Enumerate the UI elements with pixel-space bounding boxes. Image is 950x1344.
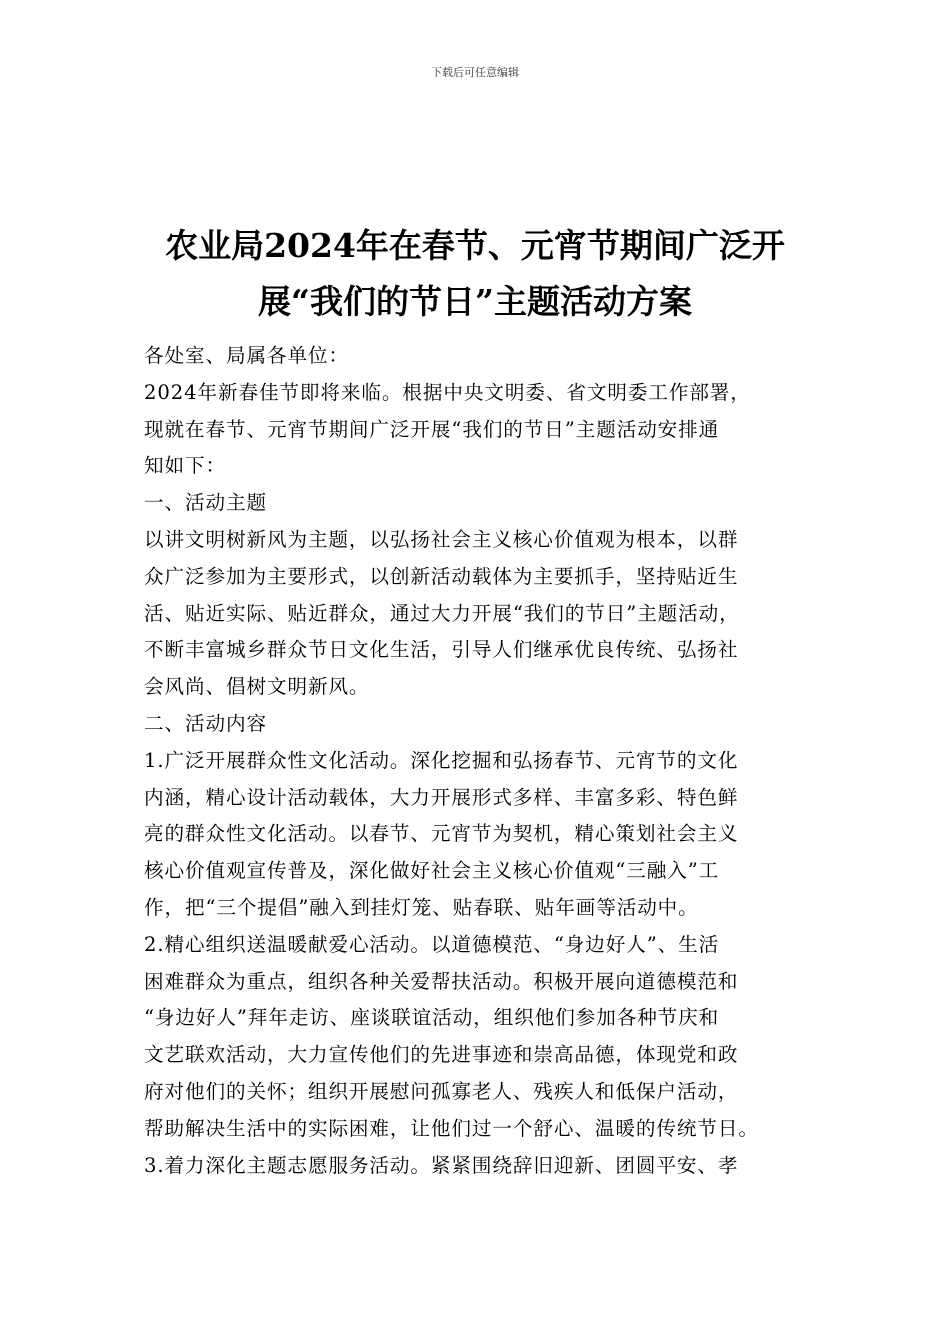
- title-line-1: 农业局2024年在春节、元宵节期间广泛开: [165, 226, 785, 265]
- body-line: 府对他们的关怀；组织开展慰问孤寡老人、残疾人和低保户活动，: [144, 1079, 739, 1103]
- title-line-2: 展“我们的节日”主题活动方案: [258, 282, 692, 321]
- body-line: 2024年新春佳节即将来临。根据中央文明委、省文明委工作部署，: [144, 380, 751, 404]
- body-line: 亮的群众性文化活动。以春节、元宵节为契机，精心策划社会主义: [144, 822, 739, 846]
- body-line: 众广泛参加为主要形式，以创新活动载体为主要抓手，坚持贴近生: [144, 564, 739, 588]
- body-line: 内涵，精心设计活动载体，大力开展形式多样、丰富多彩、特色鲜: [144, 785, 739, 809]
- body-line: 2.精心组织送温暖献爱心活动。以道德模范、“身边好人”、生活: [144, 932, 720, 956]
- section-heading: 一、活动主题: [144, 491, 267, 515]
- body-line: 核心价值观宣传普及，深化做好社会主义核心价值观“三融入”工: [144, 859, 720, 883]
- body-line: 不断丰富城乡群众节日文化生活，引导人们继承优良传统、弘扬社: [144, 638, 739, 662]
- header-note: 下载后可任意编辑: [431, 66, 519, 79]
- body-line: 困难群众为重点，组织各种关爱帮扶活动。积极开展向道德模范和: [144, 969, 739, 993]
- body-line: 文艺联欢活动，大力宣传他们的先进事迹和崇高品德，体现党和政: [144, 1043, 739, 1067]
- body-line: “身边好人”拜年走访、座谈联谊活动，组织他们参加各种节庆和: [144, 1006, 720, 1030]
- body-line: 活、贴近实际、贴近群众，通过大力开展“我们的节日”主题活动，: [144, 601, 740, 625]
- body-line: 1.广泛开展群众性文化活动。深化挖掘和弘扬春节、元宵节的文化: [144, 748, 739, 772]
- body-line: 会风尚、倡树文明新风。: [144, 675, 370, 699]
- body-line: 以讲文明树新风为主题，以弘扬社会主义核心价值观为根本，以群: [144, 527, 739, 551]
- body-line: 知如下：: [144, 454, 226, 478]
- body-line: 各处室、局属各单位：: [144, 344, 349, 367]
- document-body: [144, 338, 814, 1184]
- document-title: [100, 218, 850, 330]
- body-line: 3.着力深化主题志愿服务活动。紧紧围绕辞旧迎新、团圆平安、孝: [144, 1153, 739, 1177]
- section-heading: 二、活动内容: [144, 711, 267, 735]
- body-line: 现就在春节、元宵节期间广泛开展“我们的节日”主题活动安排通: [144, 417, 720, 441]
- body-line: 帮助解决生活中的实际困难，让他们过一个舒心、温暖的传统节日。: [144, 1116, 759, 1140]
- body-line: 作，把“三个提倡”融入到挂灯笼、贴春联、贴年画等活动中。: [144, 895, 699, 919]
